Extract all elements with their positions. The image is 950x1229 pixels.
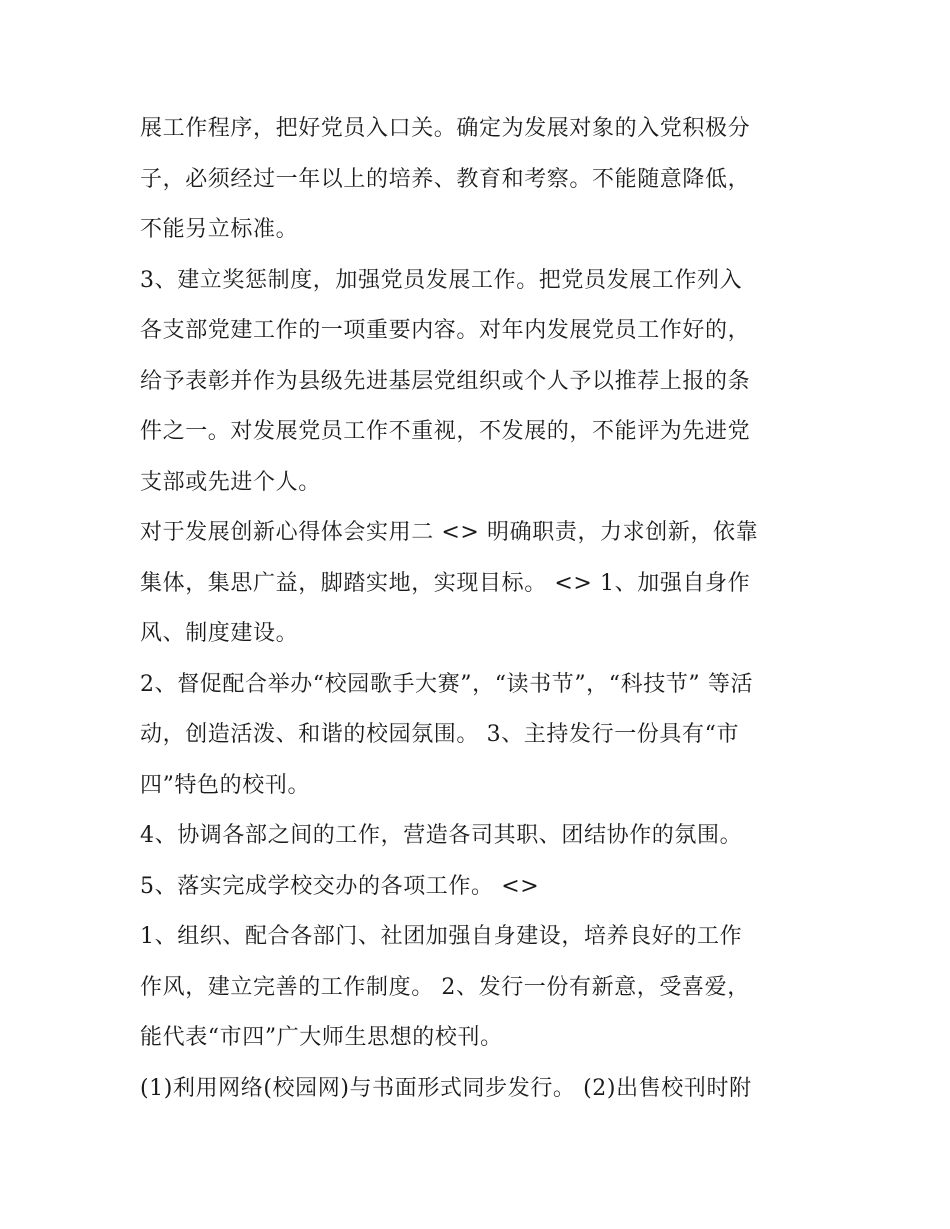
paragraph-coordination [140,811,820,862]
text-line: 能代表“市四”广大师生思想的校刊。 [140,1025,503,1050]
paragraph-campus-activities [140,660,820,812]
text-line: 3、建立奖惩制度，加强党员发展工作。把党员发展工作列入 [140,267,743,293]
text-line: 4、协调各部之间的工作，营造各司其职、团结协作的氛围。 [140,823,743,848]
text-line: 作风，建立完善的工作制度。 2、发行一份有新意，受喜爱， [140,974,750,1000]
text-line: 风、制度建设。 [140,621,299,646]
text-line: 给予表彰并作为县级先进基层党组织或个人予以推荐上报的条 [140,368,751,394]
paragraph-school-tasks [140,862,820,913]
paragraph-organization [140,912,820,1064]
paragraph-innovation-intro [140,508,820,660]
text-line: 子，必须经过一年以上的培养、教育和考察。不能随意降低， [140,166,751,192]
text-line: 5、落实完成学校交办的各项工作。 <> [140,873,540,899]
text-line: 集体，集思广益，脚踏实地，实现目标。 <> 1、加强自身作 [140,570,751,596]
text-line: 1、组织、配合各部门、社团加强自身建设，培养良好的工作 [140,924,743,949]
text-line: 对于发展创新心得体会实用二 <> 明确职责，力求创新，依靠 [140,520,759,545]
paragraph-publication [140,1064,820,1115]
text-line: 支部或先进个人。 [140,469,321,495]
text-line: 各支部党建工作的一项重要内容。对年内发展党员工作好的， [140,318,751,343]
text-line: 动，创造活泼、和谐的校园氛围。 3、主持发行一份具有“市 [140,722,740,747]
text-line: 2、督促配合举办“校园歌手大赛”，“读书节”，“科技节” 等活 [140,671,754,697]
text-line: 展工作程序，把好党员入口关。确定为发展对象的入党积极分 [140,116,751,141]
document-body [140,104,820,1114]
paragraph-reward-system [140,256,820,509]
text-line: (1)利用网络(校园网)与书面形式同步发行。 (2)出售校刊时附 [140,1075,752,1101]
text-line: 件之一。对发展党员工作不重视，不发展的，不能评为先进党 [140,419,751,444]
text-line: 四”特色的校刊。 [140,772,311,798]
text-line: 不能另立标准。 [140,217,299,242]
paragraph-recruitment-procedure [140,104,820,256]
